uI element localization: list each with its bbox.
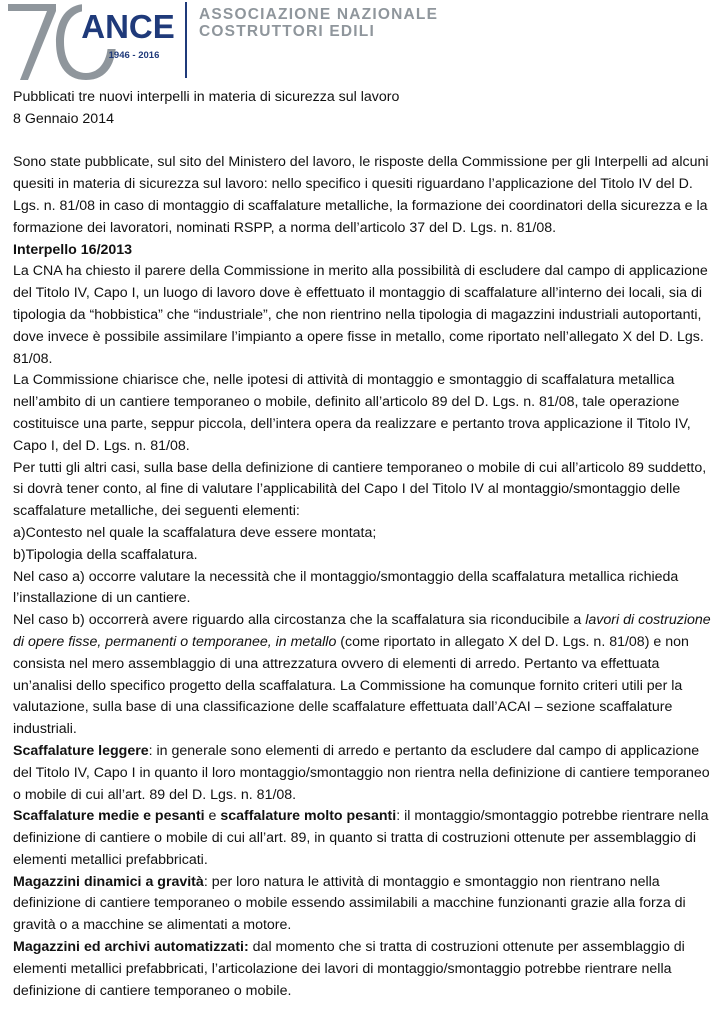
paragraph-case-a: Nel caso a) occorre valutare la necessità che il montaggio/smontaggio della scaffalatura metallica richieda l’installazione di un cantiere.	[13, 568, 679, 607]
logo-divider	[185, 2, 187, 78]
light-shelving-text: : in generale sono elementi di arredo e pertanto da escludere dal campo di applicazione del Titolo IV, Capo I in quanto il loro montaggio/smontaggio non rientra nella definizione di cantiere temporaneo o mobile di cui all’art. 89 del D. Lgs. n. 81/08.	[13, 742, 710, 803]
paragraph-case-b	[13, 610, 715, 741]
paragraph-cna-request: La CNA ha chiesto il parere della Commissione in merito alla possibilità di escludere dal campo di applicazione del Titolo IV, Capo I, un luogo di lavoro dove è effettuato il montaggio di scaffalature all’interno dei locali, sia di tipologia da “hobbistica” che “industriale”, che non rientrino nella tipologia di magazzini industriali autoportanti, dove invece è possibile assimilare l’impianto a opere fisse in metallo, come riportato nell’allegato X del D. Lgs. 81/08.	[13, 263, 708, 367]
automated-warehouses-text: dal momento che si tratta di costruzioni ottenute per assemblaggio di elementi metallici prefabbricati, l’articolazione dei lavori di montaggio/smontaggio potrebbe rientrare nella definizione di cantiere temporaneo o mobile.	[13, 939, 685, 999]
ance-70-logo	[0, 0, 200, 86]
article-body	[13, 87, 715, 1002]
interpello-heading: Interpello 16/2013	[13, 241, 133, 258]
logo-brand-text: ANCE	[81, 8, 175, 45]
paragraph-other-cases: Per tutti gli altri casi, sulla base della definizione di cantiere temporaneo o mobile di cui all’articolo 89 suddetto, si dovrà tener conto, al fine di valutare l’applicabilità del Capo I del Titolo IV al montaggio/smontaggio delle scaffalature metalliche, dei seguenti elementi:	[13, 459, 707, 520]
paragraph-light-shelving	[13, 741, 715, 806]
article-title: Pubblicati tre nuovi interpelli in materia di sicurezza sul lavoro	[13, 89, 400, 105]
medium-heavy-text: : il montaggio/smontaggio potrebbe rientrare nella definizione di cantiere o mobile di cui all’art. 89, in quanto si tratta di costruzioni ottenute per assemblaggio di elementi metallici prefabbricati.	[13, 808, 709, 868]
paragraph-commission-clarifies: La Commissione chiarisce che, nelle ipotesi di attività di montaggio e smontaggio di scaffalatura metallica nell’ambito di un cantiere temporaneo o mobile, definito all’articolo 89 del D. Lgs. n. 81/08, tale operazione costituisce una parte, seppur piccola, dell’intera opera da realizzare e pertanto trova applicazione il Titolo IV, Capo I, del D. Lgs. n. 81/08.	[13, 372, 691, 454]
medium-shelving-label: Scaffalature medie e pesanti	[13, 808, 205, 825]
list-item-a: a)Contesto nel quale la scaffalatura deve essere montata;	[13, 524, 377, 541]
paragraph-automated-warehouses	[13, 937, 715, 1002]
paragraph-dynamic-warehouses	[13, 872, 715, 937]
dynamic-warehouses-label: Magazzini dinamici a gravità	[13, 873, 204, 890]
light-shelving-label: Scaffalature leggere	[13, 742, 149, 759]
article-intro: Sono state pubblicate, sul sito del Ministero del lavoro, le risposte della Commissione per gli Interpelli ad alcuni quesiti in materia di sicurezza sul lavoro: nello specifico i quesiti riguardano l’applicazione del Titolo IV del D. Lgs. n. 81/08 in caso di montaggio di scaffalature metalliche, la formazione dei coordinatori della sicurezza e la formazione dei lavoratori, nominati RSPP, a norma dell’articolo 37 del D. Lgs. n. 81/08.	[13, 154, 709, 236]
logo-seven-shape	[8, 4, 56, 80]
spacer	[13, 131, 715, 153]
article-date: 8 Gennaio 2014	[13, 110, 114, 127]
page-header	[0, 0, 724, 86]
association-name	[199, 6, 438, 40]
association-name-line2: COSTRUTTORI EDILI	[199, 23, 375, 40]
medium-heavy-join: e	[204, 808, 221, 825]
logo-years-text: 1946 - 2016	[108, 50, 160, 61]
case-b-italic: lavori di costruzione di opere fisse, permanenti o temporanee, in metallo	[13, 612, 711, 650]
heavy-shelving-label: scaffalature molto pesanti	[220, 808, 397, 825]
list-item-b: b)Tipologia della scaffalatura.	[13, 546, 198, 563]
case-b-end: (come riportato in allegato X del D. Lgs. n. 81/08) e non consista nel mero assemblaggio di una attrezzatura ovvero di elementi di arredo. Pertanto va effettuata un’analisi dello specifico progetto della scaffalatura. La Commissione ha comunque fornito criteri utili per la valutazione, sulla base di una classificazione delle scaffalature effettuata dall’ACAI – sezione scaffalature industriali.	[13, 633, 689, 738]
dynamic-warehouses-text: : per loro natura le attività di montaggio e smontaggio non rientrano nella definizione di cantiere temporaneo o mobile essendo assimilabili a macchine funzionanti grazie alla forza di gravità o a macchine se alimentati a motore.	[13, 873, 686, 934]
association-name-line1: ASSOCIAZIONE NAZIONALE	[199, 6, 439, 23]
automated-warehouses-label: Magazzini ed archivi automatizzati:	[13, 939, 249, 956]
case-b-start: Nel caso b) occorrerà avere riguardo alla circostanza che la scaffalatura sia riconducibile a	[13, 612, 586, 629]
paragraph-medium-heavy-shelving	[13, 806, 715, 871]
